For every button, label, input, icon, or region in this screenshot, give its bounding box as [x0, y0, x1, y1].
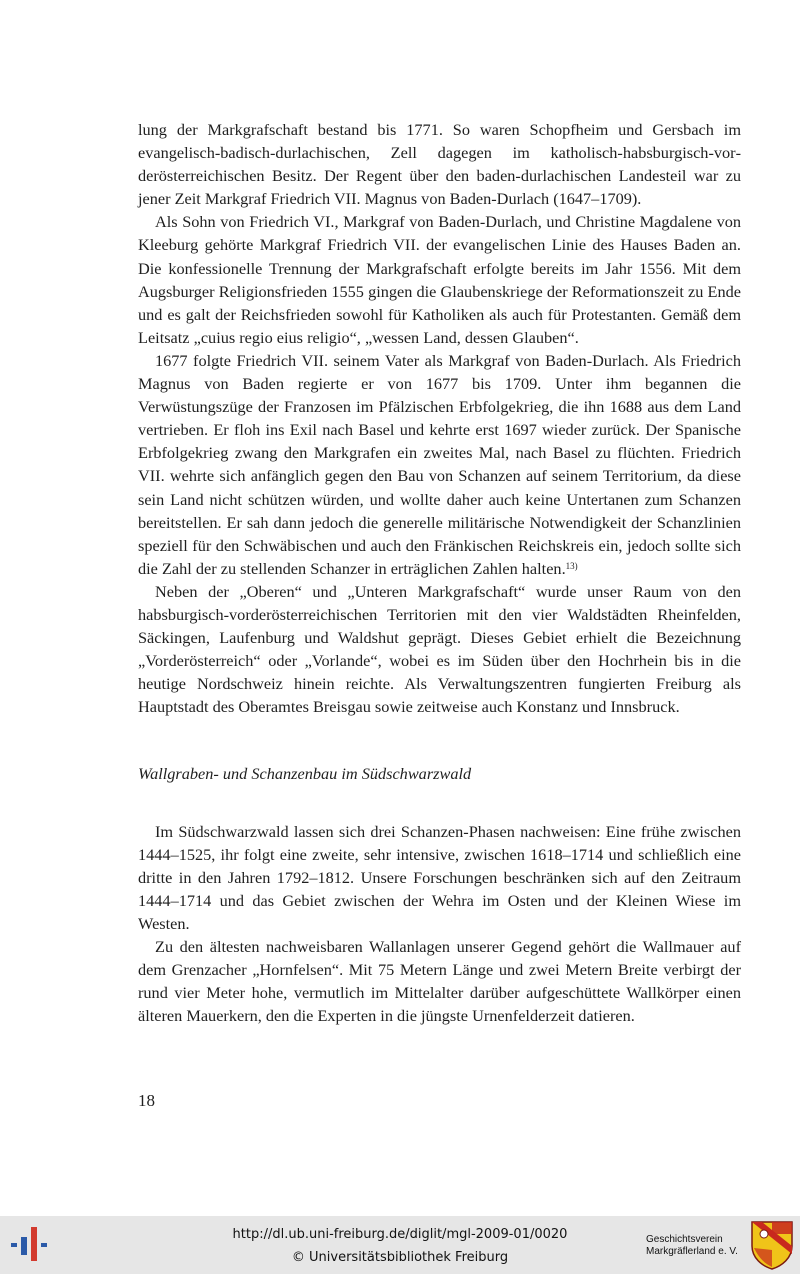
paragraph-6: Zu den ältesten nachweisbaren Wallanlagen unserer Gegend gehört die Wallmauer auf dem Grenzacher „Hornfelsen“. Mit 75 Metern Länge und zwei Metern Breite verbirgt der rund vier Meter hohe, vermutlich im Mittelalter darüber aufgeschüttete Wallkörper einen älteren Mauerkern, den die Experten in die jüngste Urnenfelderzeit datieren.: [138, 937, 741, 1026]
footnote-reference: 13): [565, 560, 578, 571]
paragraph-3-text: 1677 folgte Friedrich VII. seinem Vater als Markgraf von Baden-Durlach. Als Friedrich Magnus von Baden regierte er von 1677 bis 1709. Unter ihm begannen die Verwüstungszüge der Franzosen im Pfälzischen Erbfolgekrieg, die ihn 1688 aus dem Land vertrieben. Er floh ins Exil nach Basel und kehrte erst 1697 wieder zurück. Der Spanische Erbfolgekrieg zwang den Markgrafen ein zweites Mal, nach Basel zu flüchten. Friedrich VII. wehrte sich anfänglich gegen den Bau von Schanzen auf seinem Territorium, da diese sein Land nicht schützen würden, und wollte daher auch keine Untertanen zum Schanzen bereitstellen. Er sah dann jedoch die generelle militärische Notwendigkeit der Schanzlinien speziell für den Schwäbischen und auch den Fränkischen Reichskreis ein, jedoch sollte sich die Zahl der zu stellenden Schanzer in erträglichen Zahlen halten.: [138, 350, 741, 578]
coat-of-arms-icon: [750, 1220, 794, 1270]
page-number: 18: [138, 1091, 155, 1110]
footer-bar: [0, 1216, 800, 1274]
section-heading: Wallgraben- und Schanzenbau im Südschwarzwald: [138, 764, 472, 784]
footer-copyright: © Universitätsbibliothek Freiburg: [291, 1250, 509, 1265]
paragraph-5: Im Südschwarzwald lassen sich drei Schanzen-Phasen nachweisen: Eine frühe zwischen 1444–1525, ihr folgt eine zweite, sehr intensive, zwischen 1618–1714 und schließlich eine dritte in den Jahren 1792–1812. Unsere Forschungen beschränken sich auf den Zeitraum 1444–1714 und das Gebiet zwischen der Wehra im Osten und der Kleinen Wiese im Westen.: [138, 821, 741, 933]
footer-url-link[interactable]: http://dl.ub.uni-freiburg.de/diglit/mgl-2009-01/0020: [232, 1227, 568, 1242]
society-line-2: Markgräflerland e. V.: [646, 1246, 738, 1257]
library-logo-icon: [8, 1226, 52, 1262]
page-body: [138, 118, 741, 1027]
society-name: [646, 1234, 756, 1258]
paragraph-2: Als Sohn von Friedrich VI., Markgraf von Baden-Durlach, und Christine Magdalene von Kleeburg gehörte Markgraf Friedrich VII. der evangelischen Linie des Hauses Baden an. Die konfessionelle Trennung der Markgrafschaft erfolgte bereits im Jahr 1556. Mit dem Augsburger Religionsfrieden 1555 gingen die Glaubenskriege der Reformationszeit zu Ende und es galt der Reichsfrieden sowohl für Katholiken als auch für Protestanten. Gemäß dem Leitsatz „cuius regio eius religio“, „wessen Land, dessen Glauben“.: [138, 212, 741, 347]
society-line-1: Geschichtsverein: [646, 1234, 723, 1245]
paragraph-1: lung der Markgrafschaft bestand bis 1771. So waren Schopfheim und Gersbach im evangelisch-badisch-durlachischen, Zell dagegen im katholisch-habsburgisch-vorderösterreichischen Besitz. Der Regent über den baden-durlachischen Landesteil war zu jener Zeit Markgraf Friedrich VII. Magnus von Baden-Durlach (1647–1709).: [138, 120, 741, 209]
paragraph-4: Neben der „Oberen“ und „Unteren Markgrafschaft“ wurde unser Raum von den habsburgisch-vorderösterreichischen Territorien mit den vier Waldstädten Rheinfelden, Säckingen, Laufenburg und Waldshut geprägt. Dieses Gebiet erhielt die Bezeichnung „Vorderösterreich“ oder „Vorlande“, wobei es im Süden über den Hochrhein bis in die heutige Nordschweiz hinein reichte. Als Verwaltungszentren fungierten Freiburg als Hauptstadt des Oberamtes Breisgau sowie zeitweise auch Konstanz und Innsbruck.: [138, 581, 741, 717]
paragraph-3: [138, 349, 741, 580]
